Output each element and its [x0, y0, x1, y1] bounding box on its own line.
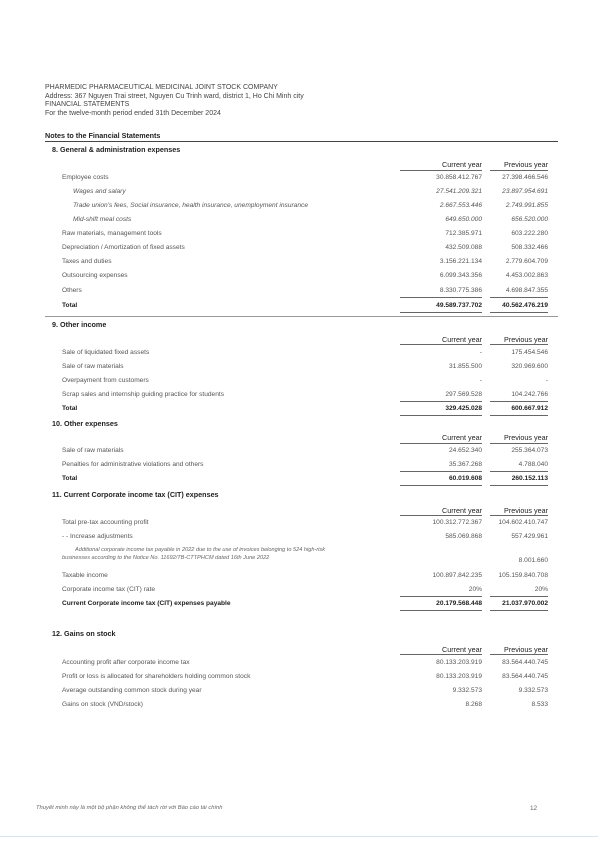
column-header-previous: Previous year: [504, 433, 548, 442]
column-underline: [490, 443, 548, 444]
row-label: Sale of liquidated fixed assets: [62, 349, 150, 356]
row-value-current: 80.133.203.919: [436, 659, 482, 666]
total-label: Total: [62, 475, 78, 482]
row-value-previous: 20%: [534, 586, 548, 593]
row-value-current: 100.312.772.367: [432, 519, 482, 526]
column-header-previous: Previous year: [504, 160, 548, 169]
column-header-previous: Previous year: [504, 335, 548, 344]
report-title: FINANCIAL STATEMENTS: [45, 101, 130, 109]
row-value-current: 2.667.553.446: [439, 202, 482, 209]
total-value-current: 20.179.568.448: [436, 600, 482, 607]
row-value-current: 20%: [468, 586, 482, 593]
row-value-current: 35.367.268: [448, 461, 482, 468]
tax-note-value: 8.001.660: [518, 557, 548, 564]
total-rule: [490, 471, 548, 472]
header-divider: [45, 141, 558, 142]
total-value-current: 49.589.737.702: [436, 302, 482, 309]
row-label: Sale of raw materials: [62, 363, 124, 370]
column-underline: [400, 654, 482, 655]
total-double-rule: [400, 610, 482, 611]
column-underline: [490, 654, 548, 655]
total-double-rule: [400, 312, 482, 313]
report-header: [45, 84, 304, 118]
row-label: Profit or loss is allocated for shareholders holding common stock: [62, 673, 251, 680]
row-value-previous: 508.332.466: [511, 244, 548, 251]
row-label: Trade union's fees, Social insurance, health insurance, unemployment insurance: [73, 202, 308, 209]
column-header-current: Current year: [442, 645, 482, 654]
row-value-previous: -: [545, 377, 548, 384]
row-label: Wages and salary: [73, 188, 126, 195]
row-label: Taxes and duties: [62, 258, 112, 265]
total-value-previous: 40.562.476.219: [502, 302, 548, 309]
total-rule: [400, 297, 482, 298]
tax-note-line: Additional corporate income tax payable in 2022 due to the use of invoices belonging to 524 high-risk: [75, 547, 326, 553]
row-value-previous: 4.698.847.355: [505, 287, 548, 294]
row-label: Penalties for administrative violations and others: [62, 461, 204, 468]
row-label: Mid-shift meal costs: [73, 216, 132, 223]
company-name: PHARMEDIC PHARMACEUTICAL MEDICINAL JOINT STOCK COMPANY: [45, 84, 278, 91]
row-value-current: -: [479, 377, 482, 384]
total-double-rule: [490, 312, 548, 313]
row-value-previous: 320.969.600: [511, 363, 548, 370]
row-value-previous: 175.454.546: [511, 349, 548, 356]
row-value-current: 27.541.209.321: [436, 188, 482, 195]
section-title: 11. Current Corporate income tax (CIT) expenses: [52, 490, 219, 499]
row-label: Sale of raw materials: [62, 447, 124, 454]
total-label: Total: [62, 405, 78, 412]
row-value-previous: 2.749.991.855: [505, 202, 548, 209]
row-value-current: -: [479, 349, 482, 356]
total-value-previous: 260.152.113: [511, 475, 548, 482]
total-rule: [490, 401, 548, 402]
footer-rule: [0, 836, 598, 837]
total-rule: [490, 297, 548, 298]
row-value-previous: 8.533: [531, 701, 548, 708]
company-address: Address: 367 Nguyen Trai street, Nguyen Cu Trinh ward, district 1, Ho Chi Minh city: [45, 92, 304, 100]
column-underline: [490, 170, 548, 171]
row-label: Corporate income tax (CIT) rate: [62, 586, 156, 593]
row-label: Average outstanding common stock during year: [62, 687, 202, 694]
row-label: Taxable income: [62, 572, 108, 579]
column-header-current: Current year: [442, 335, 482, 344]
column-underline: [400, 170, 482, 171]
row-label: Others: [62, 287, 82, 294]
row-value-current: 712.385.971: [445, 230, 482, 237]
total-rule: [400, 401, 482, 402]
row-value-current: 649.650.000: [445, 216, 482, 223]
row-value-current: 100.897.842.235: [432, 572, 482, 579]
total-double-rule: [490, 415, 548, 416]
column-header-current: Current year: [442, 160, 482, 169]
row-label: Accounting profit after corporate income tax: [62, 659, 190, 666]
row-value-previous: 4.453.002.863: [505, 272, 548, 279]
row-label: Total pre-tax accounting profit: [62, 519, 149, 526]
row-value-previous: 9.332.573: [518, 687, 548, 694]
footer-note: Thuyết minh này là một bộ phận không thể tách rời với Báo cáo tài chính: [36, 805, 223, 811]
row-value-previous: 557.429.961: [511, 533, 548, 540]
row-value-previous: 23.897.954.691: [502, 188, 548, 195]
row-value-previous: 83.564.440.745: [502, 673, 548, 680]
row-value-previous: 603.222.280: [511, 230, 548, 237]
row-value-previous: 104.242.766: [511, 391, 548, 398]
row-value-previous: 105.159.840.708: [498, 572, 548, 579]
column-header-previous: Previous year: [504, 506, 548, 515]
row-label: Gains on stock (VND/stock): [62, 701, 143, 708]
row-value-previous: 104.602.410.747: [498, 519, 548, 526]
row-value-previous: 255.364.073: [511, 447, 548, 454]
column-header-current: Current year: [442, 506, 482, 515]
row-value-current: 8.268: [465, 701, 482, 708]
row-value-current: 432.509.088: [445, 244, 482, 251]
column-underline: [490, 515, 548, 516]
column-underline: [400, 344, 482, 345]
row-value-previous: 4.788.040: [518, 461, 548, 468]
total-double-rule: [400, 485, 482, 486]
row-value-current: 24.652.340: [448, 447, 482, 454]
total-double-rule: [490, 485, 548, 486]
section-divider: [45, 316, 558, 317]
row-value-current: 297.569.528: [445, 391, 482, 398]
total-rule: [400, 596, 482, 597]
section-title: 10. Other expenses: [52, 419, 118, 428]
section-title: 8. General & administration expenses: [52, 145, 181, 154]
row-value-previous: 27.398.466.546: [502, 174, 548, 181]
total-rule: [400, 471, 482, 472]
total-label: Total: [62, 302, 78, 309]
row-value-previous: 2.779.604.709: [505, 258, 548, 265]
row-label: Scrap sales and internship guiding practice for students: [62, 391, 225, 398]
total-value-previous: 600.667.912: [511, 405, 548, 412]
total-double-rule: [490, 610, 548, 611]
row-value-current: 80.133.203.919: [436, 673, 482, 680]
row-value-current: 30.858.412.767: [436, 174, 482, 181]
total-double-rule: [400, 415, 482, 416]
row-label: Employee costs: [62, 174, 109, 181]
column-header-current: Current year: [442, 433, 482, 442]
total-value-current: 60.019.608: [448, 475, 482, 482]
section-title: 12. Gains on stock: [52, 629, 116, 638]
row-label: Depreciation / Amortization of fixed assets: [62, 244, 185, 251]
column-header-previous: Previous year: [504, 645, 548, 654]
column-underline: [400, 443, 482, 444]
row-value-previous: 656.520.000: [511, 216, 548, 223]
row-value-previous: 83.564.440.745: [502, 659, 548, 666]
total-label: Current Corporate income tax (CIT) expenses payable: [62, 600, 231, 607]
notes-title: Notes to the Financial Statements: [45, 131, 161, 140]
total-rule: [490, 596, 548, 597]
total-value-current: 329.425.028: [445, 405, 482, 412]
total-value-previous: 21.037.970.002: [502, 600, 548, 607]
row-value-current: 9.332.573: [452, 687, 482, 694]
section-title: 9. Other income: [52, 320, 107, 329]
report-period: For the twelve-month period ended 31th December 2024: [45, 109, 221, 117]
row-value-current: 3.156.221.134: [439, 258, 482, 265]
row-label: Overpayment from customers: [62, 377, 149, 384]
row-value-current: 6.099.343.356: [439, 272, 482, 279]
row-value-current: 585.069.868: [445, 533, 482, 540]
row-value-current: 31.855.500: [448, 363, 482, 370]
row-label: Outsourcing expenses: [62, 272, 128, 279]
row-label: - - Increase adjustments: [62, 533, 133, 540]
row-label: Raw materials, management tools: [62, 230, 162, 237]
page-number: 12: [530, 805, 538, 812]
tax-note-line: businesses according to the Notice No. 11692/TB-CTTPHCM dated 16th June 2022: [62, 555, 270, 561]
column-underline: [490, 344, 548, 345]
row-value-current: 8.330.775.386: [439, 287, 482, 294]
column-underline: [400, 515, 482, 516]
